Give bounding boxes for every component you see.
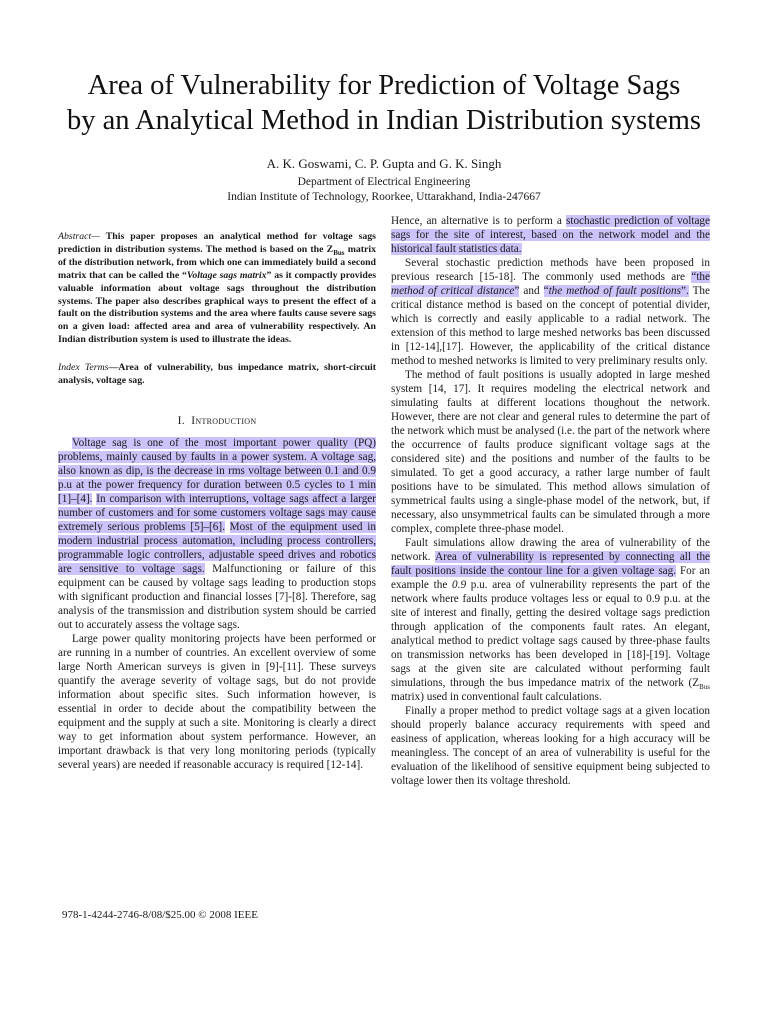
right-p1-pre: Hence, an alternative is to perform a bbox=[391, 215, 566, 227]
right-p4-post2: p.u. area of vulnerability represents the part of the network where faults produce voltages less or equal to 0.9 p.u. at the site of interest and finally, getting the desired voltage sags prediction through application of the components fault rates. An elegant, analytical method to predict voltage sags caused by three-phase faults on transmission networks has been developed in [18]-[19]. Voltage sags at the given site are calculated without performing fault simulations, through the bus impedance matrix of the network (Z bbox=[391, 579, 710, 689]
index-terms bbox=[58, 362, 376, 388]
section-heading bbox=[58, 414, 376, 428]
highlight-2: In comparison with interruptions, voltage sags affect a larger number of customers and for some customers voltage sags may cause extremely serious problems [5]–[6]. bbox=[58, 492, 377, 533]
abstract-text-1: This paper proposes an analytical method for voltage sags prediction in distribution systems. The method is based on the Z bbox=[58, 231, 376, 255]
intro-paragraph-1 bbox=[58, 436, 376, 632]
highlight-7: Area of vulnerability is represented by connecting all the fault positions inside the contour line for a given voltage sag. bbox=[391, 551, 711, 577]
right-paragraph-3: The method of fault positions is usually adopted in large meshed system [14, 17]. It requires modeling the electrical network and simulating faults at different locations thoughout the network. However, there are not clear and general rules to determine the part of the network which must be analysed (i.e. the part of the network where the occurrence of faults produce significant voltage sags at the considered site) and the positions and number of the faults to be simulated. To get a good accuracy, a rather large number of fault positions have to be simulated. This method allows simulation of symmetrical faults using a single-phase model of the network, but, if necessary, also unsymmetrical faults can be simulated through a more complex, complete three-phase model. bbox=[391, 369, 710, 535]
title-line-2: by an Analytical Method in Indian Distribution systems bbox=[66, 105, 702, 136]
abstract-lead: Abstract— bbox=[58, 231, 100, 242]
affiliation-institute: Indian Institute of Technology, Roorkee, Uttarakhand, India-247667 bbox=[227, 191, 541, 203]
index-terms-text: —Area of vulnerability, bus impedance matrix, short-circuit analysis, voltage sag. bbox=[58, 362, 376, 387]
highlight-6 bbox=[544, 285, 689, 297]
hl6-b: ”. bbox=[680, 285, 689, 297]
right-paragraph-5: Finally a proper method to predict voltage sags at a given location should properly balance accuracy requirements with speed and easiness of application, whereas looking for a high accuracy will be meaningless. The concept of an area of vulnerability is useful for the evaluation of the likelihood of sensitive equipment being subjected to voltage lower then its voltage threshold. bbox=[391, 705, 710, 787]
right-p2-pre: Several stochastic prediction methods have been proposed in previous research [15-18]. The commonly used methods are bbox=[391, 257, 710, 283]
abstract-italic: Voltage sags matrix bbox=[186, 269, 267, 281]
right-p4-post3: matrix) used in conventional fault calculations. bbox=[391, 691, 602, 703]
section-number: I. bbox=[177, 414, 185, 427]
left-column bbox=[58, 231, 376, 772]
hl6-a: “ bbox=[543, 285, 549, 297]
abstract-text-2: matrix of the distribution network, from which one can immediately build a second matrix that can be called the “ bbox=[58, 243, 376, 281]
hl5-a: “the bbox=[691, 271, 710, 283]
right-paragraph-2 bbox=[391, 256, 710, 368]
copyright-footer: 978-1-4244-2746-8/08/$25.00 © 2008 IEEE bbox=[62, 909, 258, 921]
abstract-sub: Bus bbox=[333, 248, 345, 257]
highlight-1: Voltage sag is one of the most important power quality (PQ) problems, mainly caused by faults in a power system. A voltage sag, also known as dip, is the decrease in rms voltage between 0.1 and 0.9 p.u at the power frequency for duration between 0.5 cycles to 1 min [1]–[4]. bbox=[58, 436, 376, 505]
hl5-italic: method of critical distance bbox=[391, 285, 515, 297]
affiliation-department: Department of Electrical Engineering bbox=[297, 176, 471, 188]
intro-paragraph-2: Large power quality monitoring projects have been performed or are running in a number of countries. An excellent overview of some large North American surveys is given in [9]-[11]. These surveys quantify the average severity of voltage sags, but do not provide information about specific sites. Such information however, is essential in order to decide about the compatibility between the equipment and the supply at such a site. Monitoring is clearly a direct way to get information about system performance. However, an important drawback is that very long monitoring periods (typically several years) are needed if reasonable accuracy is required [12-14]. bbox=[58, 632, 376, 771]
abstract bbox=[58, 231, 376, 347]
right-p2-and: and bbox=[519, 285, 544, 297]
right-p4-pre: Fault simulations allow drawing the area of vulnerability of the network. bbox=[391, 537, 710, 563]
hl6-italic: the method of fault positions bbox=[548, 285, 681, 297]
right-column bbox=[391, 214, 710, 788]
index-terms-lead: Index Terms bbox=[58, 362, 109, 374]
section-title: Introduction bbox=[191, 414, 257, 427]
paper-title bbox=[0, 68, 768, 138]
authors: A. K. Goswami, C. P. Gupta and G. K. Singh bbox=[266, 156, 502, 171]
highlight-4: stochastic prediction of voltage sags for the site of interest, based on the network model and the historical fault statistics data. bbox=[391, 215, 710, 255]
abstract-text-3: ” as it compactly provides valuable information about voltage sags throughout the distribution systems. The paper also describes graphical ways to present the effect of a fault on the distribution systems and the area where faults cause severe sags on a given load: affected area and area of vulnerability respectively. An Indian distribution system is used to illustrate the ideas. bbox=[58, 269, 377, 346]
intro-paragraph-1-rest: Malfunctioning or failure of this equipment can be caused by voltage sags leading to production stops with significant production and financial losses [7]-[8]. Therefore, sag analysis of the transmission and distribution system should be carried out to accurately assess the voltage sags. bbox=[58, 562, 376, 631]
right-p2-post: The critical distance method is based on the concept of potential divider, which is correctly and easily applicable to a radial network. The extension of this method to large meshed networks bas been discussed in [12-14],[17]. However, the applicability of the critical distance method to meshed networks is limited to very preliminary results only. bbox=[391, 285, 710, 367]
right-paragraph-4 bbox=[391, 536, 710, 704]
right-p4-italic: 0.9 bbox=[452, 579, 467, 591]
right-paragraph-1 bbox=[391, 214, 710, 256]
hl5-b: ” bbox=[514, 285, 520, 297]
highlight-3: Most of the equipment used in modern industrial process automation, including process controllers, programmable logic controllers, adjustable speed drives and robotics are sensitive to voltage sags. bbox=[58, 520, 376, 575]
title-line-1: Area of Vulnerability for Prediction of Voltage Sags bbox=[87, 70, 681, 101]
right-p4-post1: For an example the bbox=[391, 565, 710, 591]
affiliation bbox=[0, 175, 768, 205]
right-p4-sub: Bus bbox=[699, 683, 710, 692]
